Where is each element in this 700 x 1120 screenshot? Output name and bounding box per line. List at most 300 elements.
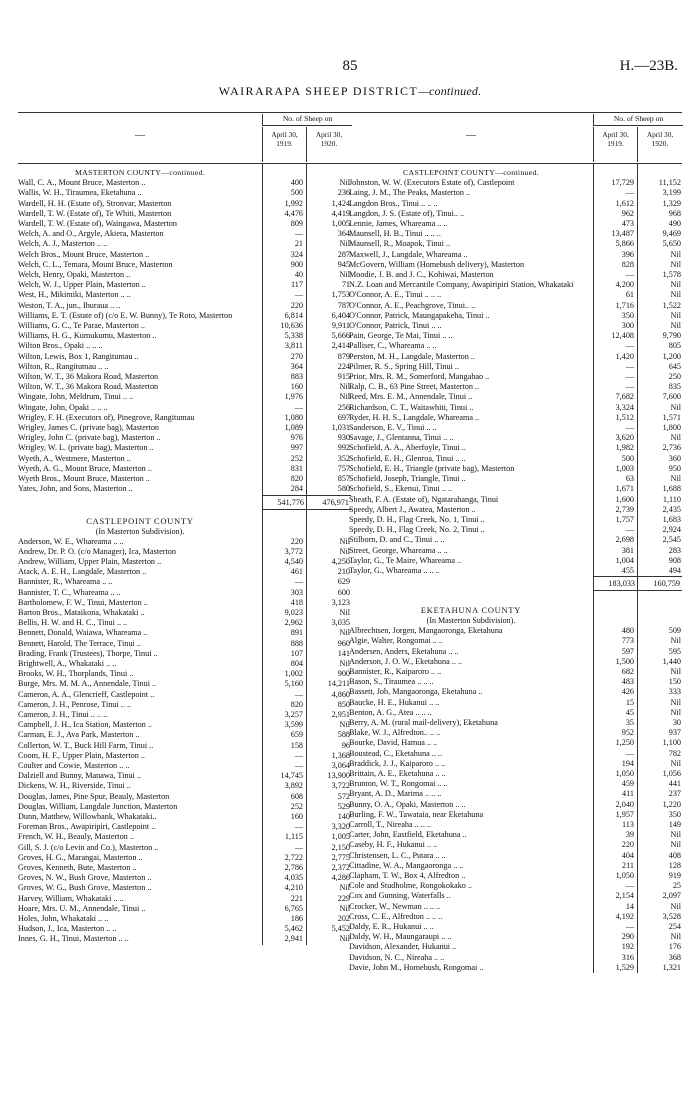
table-row xyxy=(349,881,682,891)
sheep-1920: Nil xyxy=(670,901,681,911)
sheep-1919: 804 xyxy=(290,658,303,668)
sheep-1919: 1,115 xyxy=(284,832,303,842)
sheep-1919: 1,992 xyxy=(284,198,303,208)
table-row xyxy=(349,321,682,331)
sheep-1920: 1,368 xyxy=(331,750,350,760)
sheep-1919: 6,765 xyxy=(284,903,303,913)
sheep-1920: 3,199 xyxy=(662,188,681,198)
header-year-1920: April 30, 1920. xyxy=(637,127,682,162)
left-rows-castlepoint xyxy=(18,537,351,945)
sheep-1920: 572 xyxy=(337,791,350,801)
owner-address: Groves, H. G., Marangai, Masterton .. xyxy=(18,852,143,862)
sheep-1919: 3,324 xyxy=(615,402,634,412)
sheep-1920: 509 xyxy=(668,626,681,636)
owner-address: Berry, A. M. (rural mail-delivery), Eketahuna xyxy=(349,717,498,727)
sheep-1920: 857 xyxy=(337,474,350,484)
owner-address: Speedy, D. H., Flag Creek, No. 2, Tinui .. xyxy=(349,525,485,535)
sheep-1920: Nil xyxy=(339,628,350,638)
table-row xyxy=(18,557,351,567)
header-year-1919: April 30, 1919. xyxy=(262,127,306,162)
owner-address: Gill, S. J. (c/o Levin and Co.), Masterton .. xyxy=(18,842,159,852)
table-row xyxy=(18,761,351,771)
sheep-1920: 25 xyxy=(672,881,681,891)
owner-address: Ryder, H. H. S., Langdale, Whareama .. xyxy=(349,412,480,422)
owner-address: Burge, Mrs. M. M. A., Annendale, Tinui .. xyxy=(18,679,157,689)
sheep-1919: 1,089 xyxy=(284,423,303,433)
table-row xyxy=(18,588,351,598)
owner-address: Taylor, G., Whareama .. .. .. xyxy=(349,565,440,575)
sheep-1920: 968 xyxy=(668,208,681,218)
sheep-1919: 192 xyxy=(621,942,634,952)
sheep-1919: 831 xyxy=(290,463,303,473)
sheep-1920: 2,414 xyxy=(331,341,350,351)
owner-address: Maunsell, R., Moapok, Tinui .. xyxy=(349,239,450,249)
owner-address: Burling, F. W., Tawataia, near Eketahuna xyxy=(349,809,484,819)
sheep-1919: 284 xyxy=(290,484,303,494)
sheep-1919: 411 xyxy=(622,789,634,799)
owner-address: Innes, G. H., Tinui, Masterton .. .. xyxy=(18,934,129,944)
table-row xyxy=(349,403,682,413)
owner-address: Anderson, W. E., Whareama .. .. xyxy=(18,536,124,546)
table-row xyxy=(18,403,351,413)
owner-address: Sheath, F. A. (Estate of), Ngatarahanga, Tinui xyxy=(349,494,499,504)
sheep-1920: 3,035 xyxy=(331,618,350,628)
total-row-masterton xyxy=(262,495,351,510)
table-row xyxy=(18,280,351,290)
sheep-1919: — xyxy=(294,842,303,852)
sheep-1919: 220 xyxy=(290,300,303,310)
owner-address: Harvey, William, Whakataki .. .. xyxy=(18,893,124,903)
table-row xyxy=(18,894,351,904)
owner-address: Welch, A. and O., Argyle, Akiera, Masterton xyxy=(18,229,164,239)
sheep-1920: 2,372 xyxy=(331,863,350,872)
sheep-1920: 900 xyxy=(337,669,350,679)
table-row xyxy=(18,219,351,229)
sheep-1919: 404 xyxy=(621,850,634,860)
sheep-1920: 2,150 xyxy=(331,842,350,852)
table-row xyxy=(349,219,682,229)
sheep-1919: — xyxy=(294,290,303,300)
table-row xyxy=(349,413,682,423)
table-row xyxy=(349,239,682,249)
sheep-1920: 149 xyxy=(668,819,681,829)
sheep-1920: Nil xyxy=(670,310,681,320)
table-row xyxy=(18,239,351,249)
sheep-1920: Nil xyxy=(339,536,350,546)
table-row xyxy=(349,311,682,321)
sheep-1919: 888 xyxy=(290,638,303,648)
sheep-1919: 10,636 xyxy=(280,321,303,331)
owner-address: Speedy, Albert J., Awatea, Masterton .. xyxy=(349,504,476,514)
owner-address: Maunsell, H. B., Tinui .. .. .. xyxy=(349,229,441,239)
owner-address: Cole and Studholme, Rongokokako .. xyxy=(349,881,473,891)
table-row xyxy=(18,771,351,781)
table-row xyxy=(349,229,682,239)
sheep-1920: 1,683 xyxy=(662,514,681,524)
sheep-1919: 220 xyxy=(621,840,634,850)
sheep-1920: 229 xyxy=(337,893,350,903)
table-row xyxy=(349,871,682,881)
owner-address: Douglas, James, Pine Spur, Beauly, Masterton xyxy=(18,791,170,801)
sheep-1919: 883 xyxy=(290,372,303,382)
owner-address: Wilton, R., Rangitumau .. .. xyxy=(18,361,109,371)
sheep-1919: 3,892 xyxy=(284,781,303,791)
sheep-1920: 4,286 xyxy=(331,873,350,883)
sheep-1919: 1,250 xyxy=(615,738,634,748)
sheep-1920: 11,152 xyxy=(658,178,681,188)
table-row xyxy=(349,199,682,209)
sheep-1919: 211 xyxy=(622,860,634,870)
table-row xyxy=(18,270,351,280)
table-row xyxy=(18,382,351,392)
sheep-1919: 4,476 xyxy=(284,208,303,218)
owner-address: Carman, E. J., Ava Park, Masterton .. xyxy=(18,730,140,740)
table-row xyxy=(349,840,682,850)
sheep-1919: — xyxy=(625,922,634,932)
table-row xyxy=(18,321,351,331)
sheep-1919: 1,957 xyxy=(615,809,634,819)
table-row xyxy=(18,904,351,914)
sheep-1920: 14,211 xyxy=(327,679,350,689)
table-row xyxy=(18,474,351,484)
sheep-1920: 2,775 xyxy=(331,852,350,862)
sheep-1919: 252 xyxy=(290,801,303,811)
sheep-1920: 945 xyxy=(337,259,350,269)
table-row xyxy=(18,730,351,740)
sheep-1920: Nil xyxy=(670,758,681,768)
owner-address: Andrew, William, Upper Plain, Masterton .. xyxy=(18,556,162,566)
sheep-1919: 5,338 xyxy=(284,331,303,341)
sheep-1920: 992 xyxy=(337,443,350,453)
header-year-1919: April 30, 1919. xyxy=(593,127,637,162)
sheep-1920: 595 xyxy=(668,646,681,656)
sheep-1919: — xyxy=(625,361,634,371)
table-row xyxy=(349,515,682,525)
owner-address: Wardell, H. H. (Estate of), Stronvar, Masterton xyxy=(18,198,172,208)
owner-address: Carroll, T., Nireaha .. .. .. xyxy=(349,819,432,829)
owner-address: Maxwell, J., Langdale, Whareama .. xyxy=(349,249,468,259)
table-row xyxy=(18,669,351,679)
sheep-1919: 480 xyxy=(621,626,634,636)
sheep-1920: 2,951 xyxy=(331,709,350,719)
sheep-1920: 128 xyxy=(668,860,681,870)
table-row xyxy=(18,537,351,547)
table-row xyxy=(349,260,682,270)
sheep-1919: 6,814 xyxy=(284,310,303,320)
table-row xyxy=(349,464,682,474)
sheep-1920: 9,790 xyxy=(662,331,681,341)
table-row xyxy=(349,525,682,535)
table-row xyxy=(18,710,351,720)
sheep-1919: 1,716 xyxy=(615,300,634,310)
sheep-1920: 580 xyxy=(337,484,350,494)
sheep-1919: 1,529 xyxy=(615,962,634,972)
owner-address: Benton, A. G., Atea .. .. .. xyxy=(349,707,432,717)
sheep-1919: 1,671 xyxy=(615,484,634,494)
sheep-1919: 426 xyxy=(621,687,634,697)
sheep-1920: 1,005 xyxy=(331,219,350,229)
sheep-1920: 3,528 xyxy=(662,911,681,921)
sheep-1920: Nil xyxy=(670,249,681,259)
table-row xyxy=(18,690,351,700)
sheep-1920: 5,650 xyxy=(662,239,681,249)
sheep-1920: Nil xyxy=(670,321,681,331)
sheep-1920: Nil xyxy=(339,903,350,913)
sheep-1920: Nil xyxy=(339,934,350,944)
sheep-1920: 1,100 xyxy=(662,738,681,748)
owner-address: Davidson, Alexander, Hukanui .. xyxy=(349,942,457,952)
table-row xyxy=(349,953,682,963)
table-row xyxy=(349,495,682,505)
sheep-1920: 6,404 xyxy=(331,310,350,320)
sheep-1919: 1,612 xyxy=(615,198,634,208)
owner-address: Douglas, William, Langdale Junction, Masterton xyxy=(18,801,178,811)
sheep-1919: — xyxy=(294,822,303,832)
owner-address: Stilborn, D. and C., Tinui .. .. xyxy=(349,535,445,545)
sheep-1919: 2,154 xyxy=(615,891,634,901)
sheep-1920: 1,321 xyxy=(662,962,681,972)
table-row xyxy=(349,779,682,789)
sheep-1919: 14 xyxy=(625,901,634,911)
sheep-1920: 96 xyxy=(341,740,350,750)
sheep-1920: 176 xyxy=(668,942,681,952)
table-row xyxy=(18,802,351,812)
sheep-1919: 500 xyxy=(621,453,634,463)
owner-address: Bassett, Job, Mangaoronga, Eketahuna .. xyxy=(349,687,483,697)
table-row xyxy=(349,738,682,748)
sheep-1920: 2,097 xyxy=(662,891,681,901)
sheep-1919: 5,160 xyxy=(284,679,303,689)
owner-address: Baucke, H. E., Hukanui .. .. xyxy=(349,697,440,707)
table-row xyxy=(18,832,351,842)
table-row xyxy=(18,454,351,464)
table-row xyxy=(18,751,351,761)
table-row xyxy=(349,454,682,464)
owner-address: Atack, A. E. H., Langdale, Masterton .. xyxy=(18,567,147,577)
table-row xyxy=(18,392,351,402)
owner-address: Prior, Mrs. R. M., Somerford, Mangahao .. xyxy=(349,372,490,382)
total-row-castlepoint xyxy=(593,576,682,591)
sheep-1920: 1,200 xyxy=(662,351,681,361)
table-row xyxy=(18,199,351,209)
owner-address: Wingate, John, Meldrum, Tinui .. .. xyxy=(18,392,134,402)
sheep-1920: 2,545 xyxy=(662,535,681,545)
table-row xyxy=(18,301,351,311)
sheep-1919: 473 xyxy=(621,219,634,229)
table-row xyxy=(18,311,351,321)
sheep-1919: 828 xyxy=(621,259,634,269)
sheep-1920: 835 xyxy=(668,382,681,392)
owner-address: Street, George, Whareama .. .. xyxy=(349,545,448,555)
table-row xyxy=(18,229,351,239)
owner-address: O'Connor, Patrick, Maungapakeha, Tinui .. xyxy=(349,310,490,320)
table-row xyxy=(349,433,682,443)
sheep-1920: 2,435 xyxy=(662,504,681,514)
owner-address: Brooks, W. H., Thorplands, Tinui .. xyxy=(18,669,134,679)
table-row xyxy=(349,484,682,494)
owner-address: Coulter and Cowie, Masterton .. .. xyxy=(18,760,130,770)
owner-address: Brightwell, A., Whakataki .. .. xyxy=(18,658,117,668)
sheep-1919: 39 xyxy=(625,830,634,840)
table-row xyxy=(349,372,682,382)
sheep-1919: — xyxy=(625,341,634,351)
sheep-1920: 360 xyxy=(668,453,681,463)
table-row xyxy=(18,934,351,944)
owner-address: Langdon, J. S. (Estate of), Tinui.. .. xyxy=(349,208,465,218)
sheep-1920: 2,924 xyxy=(662,525,681,535)
left-rows-masterton xyxy=(18,178,351,494)
sheep-1920: Nil xyxy=(339,883,350,893)
sheep-1920: 1,005 xyxy=(331,832,350,842)
owner-address: O'Connor, Patrick, Tinui .. .. xyxy=(349,321,442,331)
table-row xyxy=(18,484,351,494)
sheep-1920: 805 xyxy=(668,341,681,351)
total-1919: 541,776 xyxy=(277,497,304,507)
sheep-1919: 3,620 xyxy=(615,433,634,443)
owner-address: Bourke, David, Hamua .. .. xyxy=(349,738,438,748)
table-row xyxy=(349,687,682,697)
owner-address: Wrigley, W. L. (private bag), Masterton .. xyxy=(18,443,154,453)
table-row xyxy=(349,250,682,260)
owner-address: Welch, C. L., Temara, Mount Bruce, Masterton xyxy=(18,259,173,269)
sheep-1919: 220 xyxy=(290,536,303,546)
sheep-1920: 960 xyxy=(337,638,350,648)
sheep-1919: 40 xyxy=(294,270,303,280)
table-row xyxy=(18,792,351,802)
sheep-1919: 113 xyxy=(622,819,634,829)
sheep-1919: 117 xyxy=(291,280,303,290)
table-row xyxy=(349,942,682,952)
owner-address: Wilton, W. T., 36 Makora Road, Masterton xyxy=(18,382,159,392)
sheep-1920: 5,452 xyxy=(331,924,350,934)
sheep-1919: 2,040 xyxy=(615,799,634,809)
left-table-header xyxy=(18,112,351,164)
sheep-1920: Nil xyxy=(670,707,681,717)
sheep-1919: 418 xyxy=(290,597,303,607)
table-row xyxy=(349,667,682,677)
table-row xyxy=(349,902,682,912)
sheep-1920: 333 xyxy=(668,687,681,697)
sheep-1920: 1,329 xyxy=(662,198,681,208)
owner-address: Weston, T. A., jun., Ihuraua .. .. xyxy=(18,300,121,310)
table-row xyxy=(349,352,682,362)
sheep-1920: Nil xyxy=(339,658,350,668)
owner-address: Bason, S., Tiraumea .. .. .. xyxy=(349,677,434,687)
sheep-1920: 202 xyxy=(337,914,350,924)
left-table-body xyxy=(18,164,351,945)
sheep-1919: 45 xyxy=(625,707,634,717)
table-row xyxy=(349,178,682,188)
sheep-1920: 600 xyxy=(337,587,350,597)
table-row xyxy=(349,830,682,840)
sheep-1920: 3,064 xyxy=(331,760,350,770)
sheep-1920: 250 xyxy=(668,372,681,382)
table-row xyxy=(18,853,351,863)
table-row xyxy=(18,812,351,822)
owner-address: Welch, W. J., Upper Plain, Masterton .. xyxy=(18,280,146,290)
header-dash: — xyxy=(135,130,145,141)
table-row xyxy=(18,720,351,730)
table-row xyxy=(18,260,351,270)
sheep-1920: Nil xyxy=(339,607,350,617)
owner-address: West, H., Mikimiki, Masterton .. .. xyxy=(18,290,131,300)
table-row xyxy=(349,800,682,810)
owner-address: Welch, Henry, Opaki, Masterton .. xyxy=(18,270,131,280)
sheep-1919: 221 xyxy=(290,893,303,903)
sheep-1919: 1,003 xyxy=(615,463,634,473)
owner-address: Holes, John, Whakataki .. .. xyxy=(18,914,109,924)
sheep-1920: 1,424 xyxy=(331,198,350,208)
table-row xyxy=(18,209,351,219)
table-row xyxy=(18,352,351,362)
sheep-1920: 1,753 xyxy=(331,290,350,300)
sheep-1919: 252 xyxy=(290,453,303,463)
owner-address: N.Z. Loan and Mercantile Company, Awapiripiri Station, Whakataki xyxy=(349,280,574,290)
table-row xyxy=(18,679,351,689)
owner-address: Crocker, W., Newman .. .. .. xyxy=(349,901,441,911)
sheep-1919: 1,050 xyxy=(615,768,634,778)
sheep-1920: 782 xyxy=(668,748,681,758)
title-main: WAIRARAPA SHEEP DISTRICT xyxy=(218,84,419,98)
sheep-1919: 35 xyxy=(625,717,634,727)
owner-address: Schofield, A. A., Aberfoyle, Tinui .. xyxy=(349,443,466,453)
sheep-1920: 697 xyxy=(337,412,350,422)
sheep-1920: 210 xyxy=(337,567,350,577)
sheep-1919: 300 xyxy=(621,321,634,331)
owner-address: Carter, John, Eastfield, Eketahuna .. xyxy=(349,830,467,840)
table-row xyxy=(18,822,351,832)
sheep-1919: 1,004 xyxy=(615,555,634,565)
table-row xyxy=(349,290,682,300)
table-row xyxy=(349,362,682,372)
table-row xyxy=(18,331,351,341)
table-row xyxy=(349,270,682,280)
sheep-1919: 682 xyxy=(621,666,634,676)
sheep-1920: 490 xyxy=(668,219,681,229)
table-row xyxy=(18,883,351,893)
sheep-1919: 3,811 xyxy=(284,341,303,351)
sheep-1919: 381 xyxy=(621,545,634,555)
owner-address: Groves, N. W., Bush Grove, Masterton .. xyxy=(18,873,152,883)
owner-address: Dickens, W. H., Riverside, Tinui .. xyxy=(18,781,131,791)
sheep-1919: 500 xyxy=(290,188,303,198)
owner-address: Algie, Walter, Rongomai .. .. xyxy=(349,636,443,646)
section-heading-castlepoint-cont: CASTLEPOINT COUNTY—continued. xyxy=(403,168,539,177)
sheep-1920: 1,220 xyxy=(662,799,681,809)
owner-address: Davie, John M., Homebush, Rongomai .. xyxy=(349,962,484,972)
right-rows-castlepoint xyxy=(349,178,682,576)
owner-address: Cross, C. E., Alfredton .. .. .. xyxy=(349,911,443,921)
sheep-1919: 820 xyxy=(290,474,303,484)
sheep-1920: 13,900 xyxy=(327,771,350,781)
owner-address: Hoare, Mrs. U. M., Annendale, Tinui .. xyxy=(18,903,146,913)
sheep-1919: 107 xyxy=(290,648,303,658)
table-row xyxy=(349,963,682,973)
owner-address: Wall, C. A., Mount Bruce, Masterton .. xyxy=(18,178,146,188)
table-row xyxy=(349,820,682,830)
sheep-1919: 976 xyxy=(290,433,303,443)
sheep-1920: 352 xyxy=(337,453,350,463)
sheep-1919: 3,257 xyxy=(284,709,303,719)
owner-address: O'Connor, A. E., Tinui .. .. .. xyxy=(349,290,442,300)
owner-address: Wardell, T. W. (Estate of), Te Whiti, Masterton xyxy=(18,208,172,218)
table-row xyxy=(349,209,682,219)
sheep-1920: Nil xyxy=(670,840,681,850)
sheep-1920: 494 xyxy=(668,565,681,575)
owner-address: Brading, Frank (Trustees), Thorpe, Tinui .. xyxy=(18,648,158,658)
sheep-1919: 158 xyxy=(290,740,303,750)
table-row xyxy=(18,863,351,873)
